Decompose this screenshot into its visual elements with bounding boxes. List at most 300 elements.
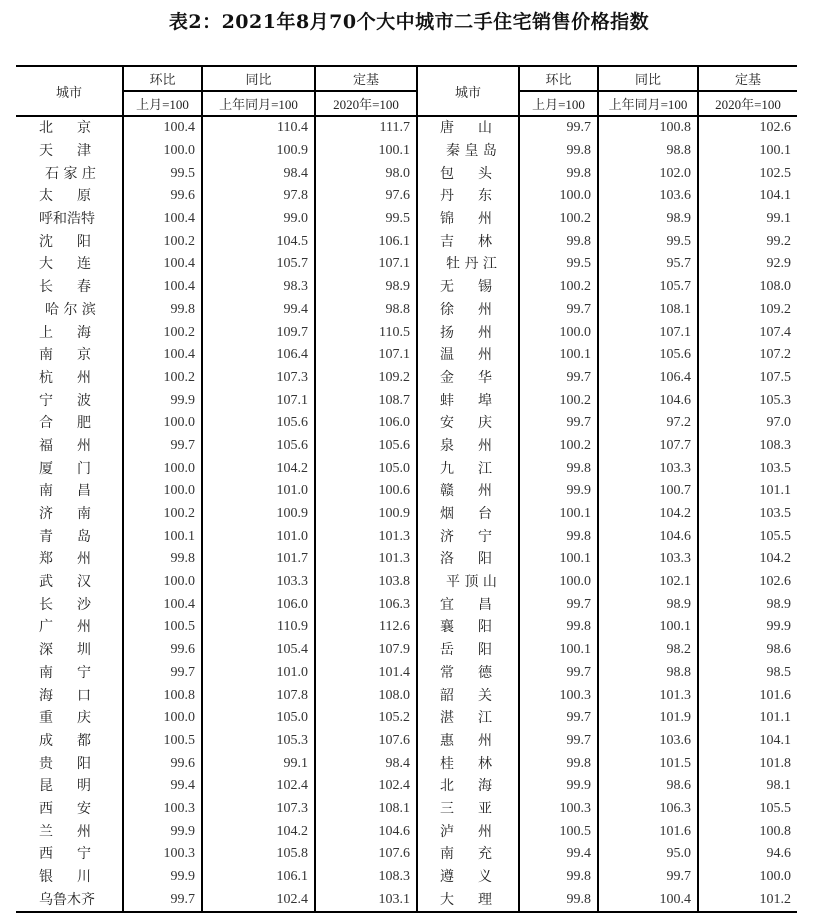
- table-row: [16, 820, 797, 843]
- table-row: [16, 684, 797, 707]
- base-value-left: 111.7: [315, 116, 417, 140]
- city-name-right: [417, 140, 519, 163]
- city-name-right: [417, 299, 519, 322]
- mom-value-left: 100.5: [123, 616, 202, 639]
- city-label: 南 昌: [39, 483, 91, 500]
- mom-value-left: 99.7: [123, 435, 202, 458]
- city-label: 南 京: [39, 347, 91, 364]
- city-name-left: [16, 208, 123, 231]
- mom-value-right: 99.8: [519, 230, 598, 253]
- base-value-left: 105.6: [315, 435, 417, 458]
- yoy-value-left: 100.9: [202, 503, 315, 526]
- city-label: 南 充: [440, 846, 492, 863]
- mom-value-right: 100.1: [519, 548, 598, 571]
- city-name-right: [417, 321, 519, 344]
- header-base-sub-right: 2020年=100: [698, 91, 797, 116]
- mom-value-right: 99.8: [519, 140, 598, 163]
- city-name-left: [16, 253, 123, 276]
- base-value-left: 107.6: [315, 843, 417, 866]
- base-value-left: 99.5: [315, 208, 417, 231]
- yoy-value-right: 95.7: [598, 253, 698, 276]
- city-name-right: [417, 276, 519, 299]
- city-label: 长 春: [39, 279, 91, 296]
- city-name-left: [16, 435, 123, 458]
- price-index-table: [16, 65, 797, 913]
- city-name-right: [417, 253, 519, 276]
- table-row: [16, 662, 797, 685]
- mom-value-right: 100.1: [519, 503, 598, 526]
- city-label: 重 庆: [39, 710, 91, 727]
- base-value-right: 99.1: [698, 208, 797, 231]
- table-row: [16, 639, 797, 662]
- base-value-left: 103.8: [315, 571, 417, 594]
- city-name-right: [417, 525, 519, 548]
- city-name-right: [417, 820, 519, 843]
- city-name-right: [417, 707, 519, 730]
- base-value-right: 102.5: [698, 162, 797, 185]
- city-name-right: [417, 208, 519, 231]
- mom-value-left: 99.7: [123, 662, 202, 685]
- table-row: [16, 389, 797, 412]
- city-name-right: [417, 116, 519, 140]
- mom-value-right: 100.2: [519, 389, 598, 412]
- yoy-value-left: 107.8: [202, 684, 315, 707]
- header-base-left: 定基: [315, 66, 417, 91]
- mom-value-left: 100.5: [123, 730, 202, 753]
- city-name-right: [417, 367, 519, 390]
- base-value-left: 108.3: [315, 866, 417, 889]
- base-value-right: 100.8: [698, 820, 797, 843]
- city-label: 九 江: [440, 460, 492, 477]
- mom-value-left: 100.8: [123, 684, 202, 707]
- yoy-value-right: 103.6: [598, 185, 698, 208]
- base-value-left: 110.5: [315, 321, 417, 344]
- city-label: 桂 林: [440, 755, 492, 772]
- city-label: 惠 州: [440, 732, 492, 749]
- city-name-right: [417, 798, 519, 821]
- mom-value-left: 100.0: [123, 412, 202, 435]
- city-name-left: [16, 730, 123, 753]
- yoy-value-left: 110.4: [202, 116, 315, 140]
- yoy-value-left: 99.4: [202, 299, 315, 322]
- city-name-right: [417, 752, 519, 775]
- base-value-right: 105.5: [698, 798, 797, 821]
- mom-value-right: 100.3: [519, 798, 598, 821]
- mom-value-left: 100.4: [123, 344, 202, 367]
- mom-value-right: 99.7: [519, 707, 598, 730]
- city-label: 青 岛: [39, 528, 91, 545]
- table-row: [16, 480, 797, 503]
- yoy-value-left: 105.4: [202, 639, 315, 662]
- base-value-left: 97.6: [315, 185, 417, 208]
- base-value-left: 105.2: [315, 707, 417, 730]
- city-name-left: [16, 185, 123, 208]
- city-label: 厦 门: [39, 460, 91, 477]
- city-label: 无 锡: [440, 279, 492, 296]
- city-name-left: [16, 775, 123, 798]
- base-value-right: 104.1: [698, 185, 797, 208]
- table-row: [16, 525, 797, 548]
- yoy-value-left: 109.7: [202, 321, 315, 344]
- city-label: 乌鲁木齐: [39, 891, 95, 908]
- base-value-left: 106.3: [315, 593, 417, 616]
- mom-value-right: 99.8: [519, 525, 598, 548]
- yoy-value-left: 105.3: [202, 730, 315, 753]
- city-label: 郑 州: [39, 551, 91, 568]
- yoy-value-left: 98.3: [202, 276, 315, 299]
- base-value-right: 101.8: [698, 752, 797, 775]
- yoy-value-left: 101.7: [202, 548, 315, 571]
- city-name-right: [417, 185, 519, 208]
- yoy-value-right: 98.8: [598, 662, 698, 685]
- mom-value-right: 100.5: [519, 820, 598, 843]
- yoy-value-right: 95.0: [598, 843, 698, 866]
- city-name-left: [16, 843, 123, 866]
- base-value-right: 92.9: [698, 253, 797, 276]
- city-label: 蚌 埠: [440, 392, 492, 409]
- base-value-left: 100.9: [315, 503, 417, 526]
- city-label: 徐 州: [440, 301, 492, 318]
- city-name-right: [417, 162, 519, 185]
- mom-value-left: 99.6: [123, 185, 202, 208]
- mom-value-right: 100.0: [519, 571, 598, 594]
- city-name-right: [417, 230, 519, 253]
- city-label: 天 津: [39, 143, 91, 160]
- mom-value-right: 100.0: [519, 321, 598, 344]
- mom-value-right: 99.8: [519, 888, 598, 912]
- city-name-left: [16, 162, 123, 185]
- yoy-value-right: 101.9: [598, 707, 698, 730]
- yoy-value-left: 105.6: [202, 435, 315, 458]
- table-row: [16, 571, 797, 594]
- mom-value-right: 99.9: [519, 480, 598, 503]
- city-label: 岳 阳: [440, 642, 492, 659]
- city-label: 烟 台: [440, 506, 492, 523]
- city-name-left: [16, 525, 123, 548]
- yoy-value-right: 103.3: [598, 548, 698, 571]
- yoy-value-right: 103.6: [598, 730, 698, 753]
- yoy-value-right: 104.6: [598, 525, 698, 548]
- header-row-main: [16, 66, 797, 91]
- header-base-sub-left: 2020年=100: [315, 91, 417, 116]
- city-name-right: [417, 866, 519, 889]
- base-value-left: 98.8: [315, 299, 417, 322]
- table-row: [16, 548, 797, 571]
- base-value-right: 104.1: [698, 730, 797, 753]
- city-name-left: [16, 888, 123, 912]
- city-label: 安 庆: [440, 415, 492, 432]
- mom-value-left: 100.2: [123, 367, 202, 390]
- city-label: 丹 东: [440, 188, 492, 205]
- city-label: 韶 关: [440, 687, 492, 704]
- city-label: 宜 昌: [440, 596, 492, 613]
- city-label: 包 头: [440, 165, 492, 182]
- mom-value-left: 99.8: [123, 299, 202, 322]
- city-label: 西 安: [39, 800, 91, 817]
- city-name-left: [16, 707, 123, 730]
- header-yoy-right: 同比: [598, 66, 698, 91]
- mom-value-left: 100.0: [123, 571, 202, 594]
- base-value-right: 109.2: [698, 299, 797, 322]
- base-value-right: 100.1: [698, 140, 797, 163]
- base-value-right: 105.5: [698, 525, 797, 548]
- header-yoy-sub-right: 上年同月=100: [598, 91, 698, 116]
- header-base-right: 定基: [698, 66, 797, 91]
- city-label: 西 宁: [39, 846, 91, 863]
- table-row: [16, 412, 797, 435]
- table-row: [16, 116, 797, 140]
- city-name-right: [417, 412, 519, 435]
- yoy-value-left: 110.9: [202, 616, 315, 639]
- city-name-left: [16, 116, 123, 140]
- city-label: 南 宁: [39, 664, 91, 681]
- yoy-value-right: 100.4: [598, 888, 698, 912]
- yoy-value-left: 98.4: [202, 162, 315, 185]
- yoy-value-right: 108.1: [598, 299, 698, 322]
- table-row: [16, 503, 797, 526]
- yoy-value-left: 106.4: [202, 344, 315, 367]
- base-value-left: 101.3: [315, 548, 417, 571]
- city-label: 银 川: [39, 869, 91, 886]
- city-name-left: [16, 299, 123, 322]
- city-label: 沈 阳: [39, 233, 91, 250]
- base-value-left: 107.6: [315, 730, 417, 753]
- city-label: 昆 明: [39, 778, 91, 795]
- table-row: [16, 230, 797, 253]
- city-label: 平 顶 山: [446, 574, 497, 591]
- yoy-value-right: 102.1: [598, 571, 698, 594]
- table-row: [16, 752, 797, 775]
- yoy-value-left: 105.8: [202, 843, 315, 866]
- city-name-left: [16, 480, 123, 503]
- yoy-value-right: 105.7: [598, 276, 698, 299]
- yoy-value-left: 100.9: [202, 140, 315, 163]
- base-value-right: 107.4: [698, 321, 797, 344]
- city-label: 太 原: [39, 188, 91, 205]
- header-city-left: 城市: [16, 66, 123, 116]
- base-value-left: 101.3: [315, 525, 417, 548]
- yoy-value-right: 104.2: [598, 503, 698, 526]
- yoy-value-left: 107.3: [202, 367, 315, 390]
- city-label: 兰 州: [39, 823, 91, 840]
- city-label: 深 圳: [39, 642, 91, 659]
- base-value-right: 107.5: [698, 367, 797, 390]
- base-value-left: 107.1: [315, 253, 417, 276]
- table-row: [16, 162, 797, 185]
- base-value-right: 102.6: [698, 116, 797, 140]
- mom-value-right: 99.8: [519, 162, 598, 185]
- yoy-value-right: 100.8: [598, 116, 698, 140]
- base-value-left: 100.6: [315, 480, 417, 503]
- table-row: [16, 344, 797, 367]
- table-row: [16, 208, 797, 231]
- yoy-value-left: 102.4: [202, 888, 315, 912]
- table-row: [16, 593, 797, 616]
- yoy-value-left: 101.0: [202, 662, 315, 685]
- base-value-left: 108.1: [315, 798, 417, 821]
- mom-value-left: 99.7: [123, 888, 202, 912]
- city-name-right: [417, 389, 519, 412]
- table-row: [16, 888, 797, 912]
- table-row: [16, 730, 797, 753]
- mom-value-left: 99.6: [123, 752, 202, 775]
- city-label: 赣 州: [440, 483, 492, 500]
- city-label: 贵 阳: [39, 755, 91, 772]
- yoy-value-left: 103.3: [202, 571, 315, 594]
- city-label: 牡 丹 江: [446, 256, 497, 273]
- base-value-right: 101.6: [698, 684, 797, 707]
- mom-value-left: 100.4: [123, 276, 202, 299]
- table-row: [16, 367, 797, 390]
- base-value-left: 100.1: [315, 140, 417, 163]
- city-label: 北 京: [39, 120, 91, 137]
- mom-value-right: 99.7: [519, 116, 598, 140]
- yoy-value-right: 107.1: [598, 321, 698, 344]
- city-label: 泉 州: [440, 437, 492, 454]
- mom-value-right: 100.1: [519, 639, 598, 662]
- mom-value-right: 99.7: [519, 730, 598, 753]
- base-value-left: 107.9: [315, 639, 417, 662]
- base-value-left: 107.1: [315, 344, 417, 367]
- base-value-left: 105.0: [315, 457, 417, 480]
- city-name-right: [417, 593, 519, 616]
- city-name-left: [16, 593, 123, 616]
- base-value-left: 98.9: [315, 276, 417, 299]
- table-row: [16, 457, 797, 480]
- city-label: 石 家 庄: [45, 165, 96, 182]
- city-label: 合 肥: [39, 415, 91, 432]
- city-label: 湛 江: [440, 710, 492, 727]
- yoy-value-left: 99.0: [202, 208, 315, 231]
- base-value-left: 106.1: [315, 230, 417, 253]
- mom-value-left: 100.0: [123, 707, 202, 730]
- yoy-value-right: 101.6: [598, 820, 698, 843]
- yoy-value-left: 104.2: [202, 820, 315, 843]
- city-name-left: [16, 571, 123, 594]
- city-name-left: [16, 276, 123, 299]
- city-name-left: [16, 367, 123, 390]
- base-value-right: 107.2: [698, 344, 797, 367]
- table-row: [16, 616, 797, 639]
- mom-value-left: 99.4: [123, 775, 202, 798]
- yoy-value-left: 107.1: [202, 389, 315, 412]
- city-name-right: [417, 344, 519, 367]
- city-name-right: [417, 888, 519, 912]
- mom-value-left: 100.0: [123, 457, 202, 480]
- yoy-value-right: 98.9: [598, 593, 698, 616]
- header-mom-left: 环比: [123, 66, 202, 91]
- mom-value-left: 100.0: [123, 140, 202, 163]
- city-label: 北 海: [440, 778, 492, 795]
- base-value-right: 100.0: [698, 866, 797, 889]
- header-city-right: 城市: [417, 66, 519, 116]
- city-name-right: [417, 503, 519, 526]
- yoy-value-left: 97.8: [202, 185, 315, 208]
- mom-value-right: 99.8: [519, 616, 598, 639]
- yoy-value-left: 99.1: [202, 752, 315, 775]
- yoy-value-right: 98.8: [598, 140, 698, 163]
- base-value-right: 99.9: [698, 616, 797, 639]
- table-row: [16, 435, 797, 458]
- city-name-left: [16, 662, 123, 685]
- yoy-value-left: 106.0: [202, 593, 315, 616]
- header-row-sub: [16, 91, 797, 116]
- mom-value-left: 100.0: [123, 480, 202, 503]
- mom-value-left: 99.9: [123, 866, 202, 889]
- base-value-left: 98.0: [315, 162, 417, 185]
- base-value-right: 102.6: [698, 571, 797, 594]
- yoy-value-left: 105.7: [202, 253, 315, 276]
- yoy-value-right: 101.3: [598, 684, 698, 707]
- header-mom-sub-left: 上月=100: [123, 91, 202, 116]
- city-label: 金 华: [440, 369, 492, 386]
- mom-value-right: 99.7: [519, 299, 598, 322]
- city-name-left: [16, 503, 123, 526]
- yoy-value-left: 106.1: [202, 866, 315, 889]
- table-row: [16, 707, 797, 730]
- mom-value-left: 100.3: [123, 843, 202, 866]
- mom-value-left: 100.4: [123, 208, 202, 231]
- table-row: [16, 253, 797, 276]
- city-label: 武 汉: [39, 574, 91, 591]
- city-name-right: [417, 775, 519, 798]
- city-label: 锦 州: [440, 211, 492, 228]
- yoy-value-left: 101.0: [202, 480, 315, 503]
- base-value-right: 101.1: [698, 707, 797, 730]
- yoy-value-right: 104.6: [598, 389, 698, 412]
- mom-value-right: 99.7: [519, 367, 598, 390]
- city-name-right: [417, 457, 519, 480]
- city-label: 大 连: [39, 256, 91, 273]
- base-value-right: 98.1: [698, 775, 797, 798]
- mom-value-left: 100.4: [123, 253, 202, 276]
- base-value-left: 112.6: [315, 616, 417, 639]
- city-name-right: [417, 662, 519, 685]
- mom-value-right: 99.7: [519, 662, 598, 685]
- city-name-right: [417, 480, 519, 503]
- mom-value-right: 99.8: [519, 457, 598, 480]
- mom-value-right: 100.1: [519, 344, 598, 367]
- header-mom-right: 环比: [519, 66, 598, 91]
- city-name-left: [16, 684, 123, 707]
- base-value-left: 106.0: [315, 412, 417, 435]
- yoy-value-left: 101.0: [202, 525, 315, 548]
- table-row: [16, 299, 797, 322]
- city-label: 成 都: [39, 732, 91, 749]
- city-label: 呼和浩特: [39, 211, 95, 228]
- mom-value-right: 99.8: [519, 866, 598, 889]
- city-label: 洛 阳: [440, 551, 492, 568]
- yoy-value-right: 103.3: [598, 457, 698, 480]
- base-value-left: 108.0: [315, 684, 417, 707]
- city-label: 遵 义: [440, 869, 492, 886]
- city-name-left: [16, 457, 123, 480]
- city-name-left: [16, 321, 123, 344]
- base-value-left: 101.4: [315, 662, 417, 685]
- city-name-left: [16, 412, 123, 435]
- yoy-value-left: 105.6: [202, 412, 315, 435]
- table-row: [16, 185, 797, 208]
- base-value-right: 97.0: [698, 412, 797, 435]
- yoy-value-left: 104.2: [202, 457, 315, 480]
- city-name-left: [16, 616, 123, 639]
- city-name-right: [417, 843, 519, 866]
- base-value-left: 98.4: [315, 752, 417, 775]
- city-label: 大 理: [440, 891, 492, 908]
- city-label: 上 海: [39, 324, 91, 341]
- yoy-value-right: 101.5: [598, 752, 698, 775]
- mom-value-left: 100.4: [123, 116, 202, 140]
